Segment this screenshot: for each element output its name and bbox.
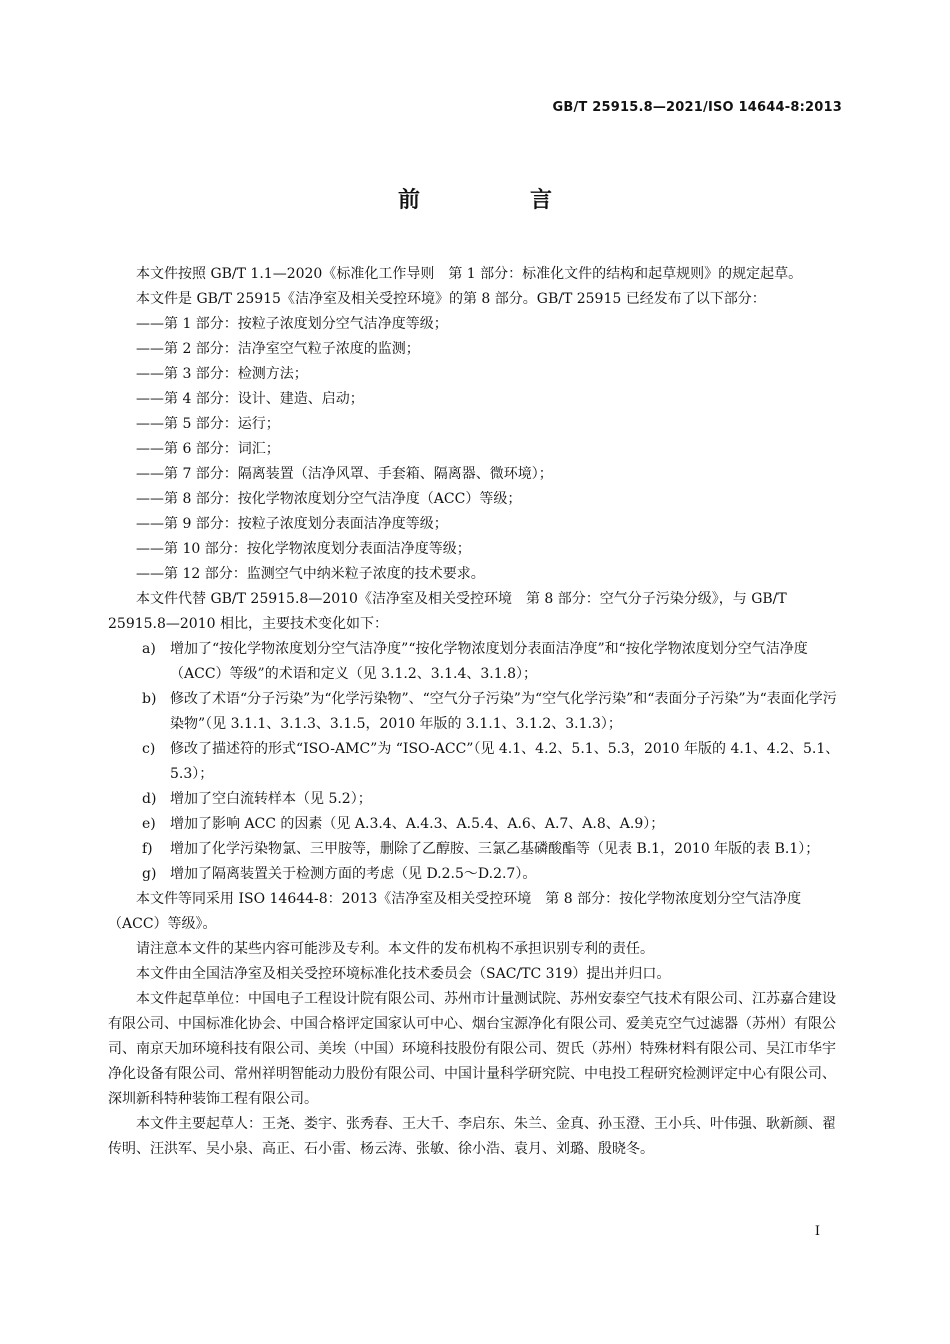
- item-text: 增加了影响 ACC 的因素（见 A.3.4、A.4.3、A.5.4、A.6、A.7、A.8、A.9）；: [170, 816, 665, 832]
- paragraph: 本文件代替 GB/T 25915.8—2010《洁净室及相关受控环境 第 8 部分：空气分子污染分级》，与 GB/T 25915.8—2010 相比，主要技术变化如下：: [108, 591, 787, 632]
- list-item: ——第 5 部分：运行；: [136, 416, 280, 432]
- foreword-body: [108, 262, 843, 1162]
- item-label: a): [142, 641, 156, 657]
- item-text: 增加了“按化学物浓度划分空气洁净度”“按化学物浓度划分表面洁净度”和“按化学物浓度划分空气洁净度（ACC）等级”的术语和定义（见 3.1.2、3.1.4、3.1.8）；: [170, 641, 808, 682]
- paragraph: 本文件起草单位：中国电子工程设计院有限公司、苏州市计量测试院、苏州安泰空气技术有限公司、江苏嘉合建设有限公司、中国标准化协会、中国合格评定国家认可中心、烟台宝源净化有限公司、爱美克空气过滤器（苏州）有限公司、南京天加环境科技有限公司、美埃（中国）环境科技股份有限公司、贺氏（苏州）特殊材料有限公司、吴江市华宇净化设备有限公司、常州祥明智能动力股份有限公司、中国计量科学研究院、中电投工程研究检测评定中心有限公司、深圳新科特种装饰工程有限公司。: [108, 991, 836, 1107]
- paragraph: 本文件主要起草人：王尧、娄宇、张秀春、王大千、李启东、朱兰、金真、孙玉澄、王小兵、叶伟强、耿新颜、翟传明、汪洪军、吴小泉、高正、石小雷、杨云涛、张敏、徐小浩、袁月、刘璐、殷晓冬。: [108, 1116, 836, 1157]
- list-item: ——第 6 部分：词汇；: [136, 441, 280, 457]
- item-label: f): [142, 841, 153, 857]
- page-title: 前 言: [397, 188, 596, 213]
- list-item: ——第 4 部分：设计、建造、启动；: [136, 391, 364, 407]
- item-label: c): [142, 741, 156, 757]
- paragraph: 本文件等同采用 ISO 14644-8：2013《洁净室及相关受控环境 第 8 部分：按化学物浓度划分空气洁净度（ACC）等级》。: [108, 891, 802, 932]
- list-item: ——第 3 部分：检测方法；: [136, 366, 308, 382]
- list-item: ——第 12 部分：监测空气中纳米粒子浓度的技术要求。: [136, 566, 485, 582]
- item-label: e): [142, 816, 156, 832]
- item-label: d): [142, 791, 157, 807]
- item-text: 修改了描述符的形式“ISO-AMC”为 “ISO-ACC”（见 4.1、4.2、5.1、5.3，2010 年版的 4.1、4.2、5.1、5.3）；: [170, 741, 840, 782]
- page-number: I: [814, 1224, 820, 1239]
- change-item: [108, 737, 843, 787]
- list-item: ——第 9 部分：按粒子浓度划分表面洁净度等级；: [136, 516, 448, 532]
- paragraph: 本文件由全国洁净室及相关受控环境标准化技术委员会（SAC/TC 319）提出并归口。: [136, 966, 671, 982]
- list-item: ——第 1 部分：按粒子浓度划分空气洁净度等级；: [136, 316, 448, 332]
- item-text: 增加了空白流转样本（见 5.2）；: [170, 791, 372, 807]
- item-text: 增加了化学污染物氯、三甲胺等，删除了乙醇胺、三氯乙基磷酸酯等（见表 B.1，2010 年版的表 B.1）；: [170, 841, 820, 857]
- change-item: [108, 787, 843, 812]
- change-item: [108, 837, 843, 862]
- paragraph: 本文件是 GB/T 25915《洁净室及相关受控环境》的第 8 部分。GB/T 25915 已经发布了以下部分：: [136, 291, 766, 307]
- paragraph: 请注意本文件的某些内容可能涉及专利。本文件的发布机构不承担识别专利的责任。: [136, 941, 654, 957]
- list-item: ——第 8 部分：按化学物浓度划分空气洁净度（ACC）等级；: [136, 491, 522, 507]
- change-item: [108, 687, 843, 737]
- item-text: 修改了术语“分子污染”为“化学污染物”、“空气分子污染”为“空气化学污染”和“表面分子污染”为“表面化学污染物”（见 3.1.1、3.1.3、3.1.5，2010 年版的 3.1.1、3.1.2、3.1.3）；: [170, 691, 837, 732]
- item-label: b): [142, 691, 157, 707]
- change-item: [108, 637, 843, 687]
- item-label: g): [142, 866, 157, 882]
- standard-code: GB/T 25915.8—2021/ISO 14644-8:2013: [552, 100, 842, 115]
- change-item: [108, 862, 843, 887]
- paragraph: 本文件按照 GB/T 1.1—2020《标准化工作导则 第 1 部分：标准化文件的结构和起草规则》的规定起草。: [136, 266, 803, 282]
- list-item: ——第 7 部分：隔离装置（洁净风罩、手套箱、隔离器、微环境）；: [136, 466, 553, 482]
- change-item: [108, 812, 843, 837]
- list-item: ——第 2 部分：洁净室空气粒子浓度的监测；: [136, 341, 420, 357]
- list-item: ——第 10 部分：按化学物浓度划分表面洁净度等级；: [136, 541, 471, 557]
- item-text: 增加了隔离装置关于检测方面的考虑（见 D.2.5～D.2.7）。: [170, 866, 537, 882]
